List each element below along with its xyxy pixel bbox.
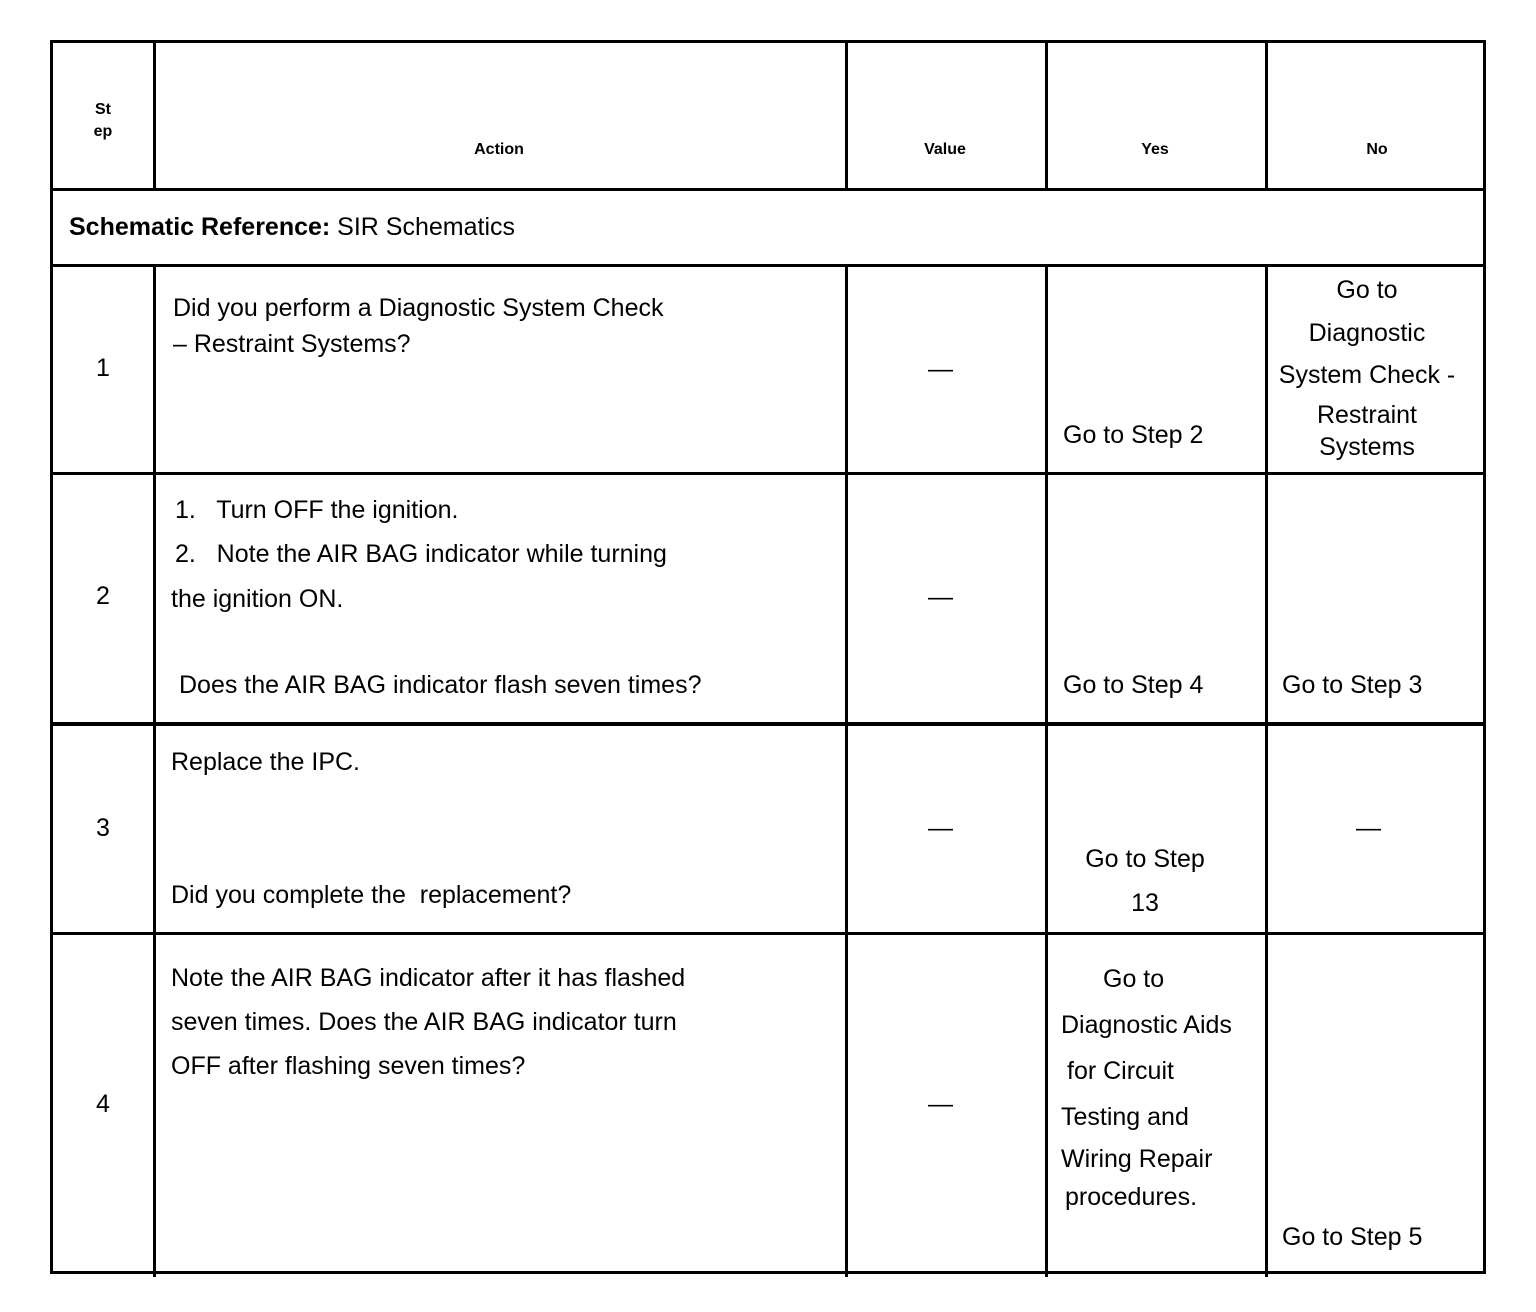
- no-dash: —: [1356, 814, 1381, 842]
- row-divider: [53, 932, 1483, 935]
- row-divider: [53, 722, 1483, 726]
- row-divider: [53, 188, 1483, 191]
- yes-line: Testing and: [1061, 1103, 1189, 1131]
- yes-text: Go to Step 4: [1063, 671, 1204, 699]
- no-text: Go to Step 5: [1282, 1223, 1423, 1251]
- value-dash: —: [928, 1090, 953, 1118]
- no-line: Systems: [1319, 433, 1415, 461]
- no-line: Diagnostic: [1308, 319, 1426, 347]
- yes-line: procedures.: [1065, 1183, 1198, 1211]
- column-divider: [1265, 43, 1268, 190]
- action-line: – Restraint Systems?: [173, 330, 411, 358]
- column-divider: [1045, 43, 1048, 190]
- value-dash: —: [928, 355, 953, 383]
- no-line: System Check -: [1278, 361, 1456, 389]
- yes-line: for Circuit: [1067, 1057, 1174, 1085]
- column-divider: [153, 265, 156, 1277]
- row-divider: [53, 472, 1483, 475]
- yes-line: Go to: [1103, 965, 1165, 993]
- value-dash: —: [928, 814, 953, 842]
- action-text: [173, 290, 663, 362]
- schematic-label: Schematic Reference:: [69, 213, 331, 241]
- yes-text: Go to Step 2: [1063, 421, 1204, 449]
- no-line: Restraint: [1316, 401, 1418, 429]
- no-text: Go to Step 3: [1282, 671, 1423, 699]
- header-action: Action: [474, 141, 524, 158]
- header-step: [53, 101, 153, 141]
- row-divider: [53, 264, 1483, 267]
- yes-text: [1045, 837, 1245, 925]
- action-line: the ignition ON.: [171, 585, 344, 613]
- column-divider: [153, 43, 156, 190]
- header-no: No: [1366, 141, 1388, 158]
- no-line: Go to: [1336, 276, 1398, 304]
- action-text: [171, 956, 685, 1088]
- column-divider: [845, 43, 848, 190]
- header-value: Value: [924, 141, 966, 158]
- diagnostic-table: [50, 40, 1486, 1274]
- step-number: 3: [96, 814, 110, 842]
- header-step-line2: ep: [93, 123, 113, 140]
- action-line: Did you perform a Diagnostic System Check: [173, 294, 664, 322]
- action-line: OFF after flashing seven times?: [171, 1052, 526, 1080]
- yes-line: 13: [1131, 889, 1159, 917]
- column-divider: [845, 265, 848, 1277]
- action-question: Does the AIR BAG indicator flash seven times?: [179, 671, 702, 699]
- yes-text: [1061, 956, 1232, 1216]
- value-dash: —: [928, 583, 953, 611]
- header-step-line1: St: [95, 101, 111, 118]
- yes-line: Go to Step: [1085, 845, 1205, 873]
- header-yes: Yes: [1141, 141, 1169, 158]
- step-number: 1: [96, 354, 110, 382]
- action-line: Note the AIR BAG indicator after it has flashed: [171, 964, 686, 992]
- action-line: 2. Note the AIR BAG indicator while turning: [175, 540, 667, 568]
- column-divider: [1045, 265, 1048, 1277]
- action-line: seven times. Does the AIR BAG indicator turn: [171, 1008, 677, 1036]
- action-question: Did you complete the replacement?: [171, 881, 572, 909]
- action-line: 1. Turn OFF the ignition.: [175, 496, 459, 524]
- action-line: Replace the IPC.: [171, 748, 360, 776]
- schematic-value: SIR Schematics: [330, 213, 516, 241]
- no-text: [1265, 269, 1469, 459]
- yes-line: Diagnostic Aids: [1061, 1011, 1232, 1039]
- yes-line: Wiring Repair: [1061, 1145, 1213, 1173]
- schematic-reference: [69, 213, 515, 242]
- step-number: 4: [96, 1090, 110, 1118]
- step-number: 2: [96, 582, 110, 610]
